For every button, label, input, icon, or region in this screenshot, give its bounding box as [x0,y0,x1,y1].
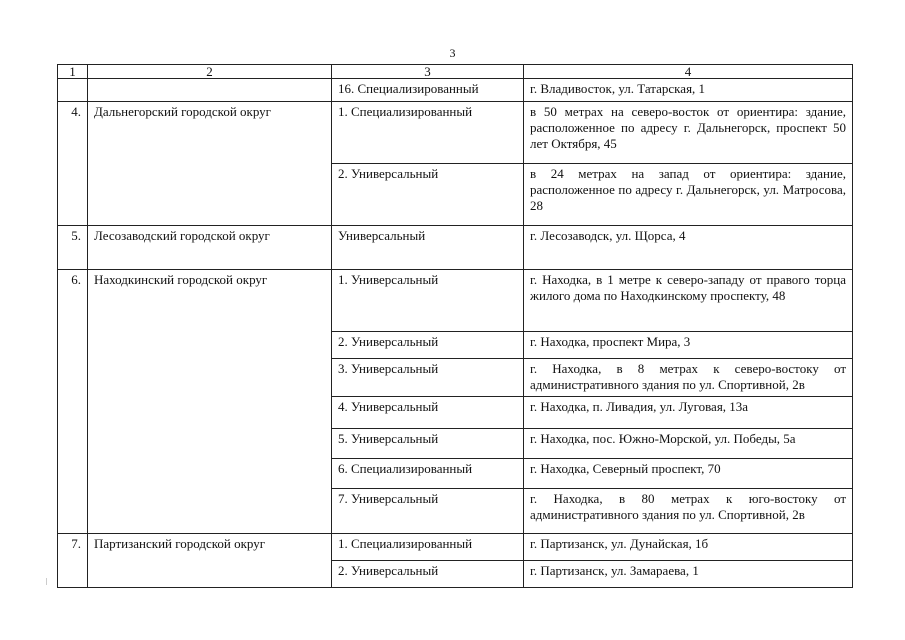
row-number: 6. [58,270,88,534]
address-cell: г. Находка, в 8 метрах к северо-востоку от административного здания по ул. Спортивной, 2в [524,359,853,397]
municipality-cell: Находкинский городской округ [88,270,332,534]
market-type-cell: 7. Универсальный [332,489,524,534]
municipality-cell: Партизанский городской округ [88,534,332,588]
address-cell: г. Лесозаводск, ул. Щорса, 4 [524,226,853,270]
address-cell: г. Находка, в 1 метре к северо-западу от правого торца жилого дома по Находкинскому проспекту, 48 [524,270,853,332]
table-header-row [58,65,853,79]
market-type-cell: 2. Универсальный [332,164,524,226]
table-row [58,534,853,561]
market-type-cell: 2. Универсальный [332,332,524,359]
table-row [58,270,853,332]
address-cell: г. Находка, Северный проспект, 70 [524,459,853,489]
row-number: 5. [58,226,88,270]
market-type-cell: Универсальный [332,226,524,270]
address-cell: г. Находка, в 80 метрах к юго-востоку от административного здания по ул. Спортивной, 2в [524,489,853,534]
market-type-cell: 1. Специализированный [332,102,524,164]
address-cell: г. Владивосток, ул. Татарская, 1 [524,79,853,102]
column-header: 2 [88,65,332,79]
address-cell: г. Партизанск, ул. Дунайская, 1б [524,534,853,561]
market-type-cell: 6. Специализированный [332,459,524,489]
table-row [58,79,853,102]
row-number [58,79,88,102]
market-type-cell: 4. Универсальный [332,397,524,429]
market-type-cell: 16. Специализированный [332,79,524,102]
table-row [58,102,853,164]
market-type-cell: 1. Универсальный [332,270,524,332]
scan-mark [46,578,47,585]
municipality-cell: Дальнегорский городской округ [88,102,332,226]
market-type-cell: 2. Универсальный [332,561,524,588]
address-cell: в 50 метрах на северо-восток от ориентира: здание, расположенное по адресу г. Дальнегорск, проспект 50 лет Октября, 45 [524,102,853,164]
row-number: 4. [58,102,88,226]
municipality-cell [88,79,332,102]
address-cell: в 24 метрах на запад от ориентира: здание, расположенное по адресу г. Дальнегорск, ул. Матросова, 28 [524,164,853,226]
column-header: 3 [332,65,524,79]
market-type-cell: 3. Универсальный [332,359,524,397]
market-type-cell: 1. Специализированный [332,534,524,561]
column-header: 4 [524,65,853,79]
address-cell: г. Находка, п. Ливадия, ул. Луговая, 13а [524,397,853,429]
address-cell: г. Партизанск, ул. Замараева, 1 [524,561,853,588]
column-header: 1 [58,65,88,79]
table-row [58,226,853,270]
page-number: 3 [449,46,456,60]
address-cell: г. Находка, пос. Южно-Морской, ул. Победы, 5а [524,429,853,459]
market-type-cell: 5. Универсальный [332,429,524,459]
address-cell: г. Находка, проспект Мира, 3 [524,332,853,359]
markets-table [57,64,853,588]
row-number: 7. [58,534,88,588]
municipality-cell: Лесозаводский городской округ [88,226,332,270]
